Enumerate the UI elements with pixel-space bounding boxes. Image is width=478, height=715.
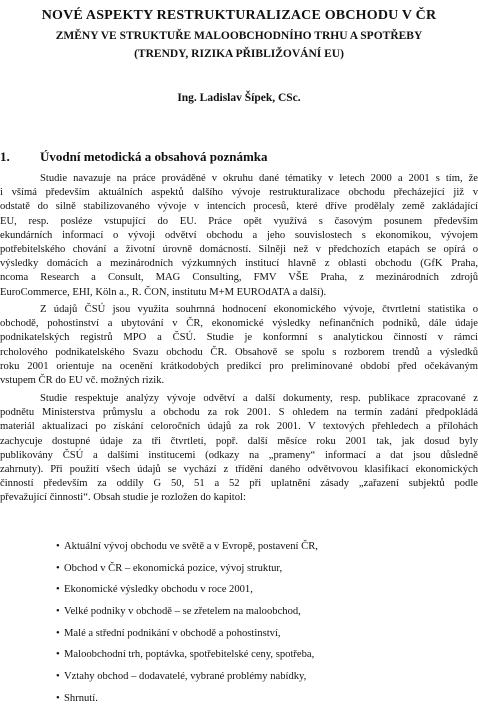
chapter-label: Velké podniky v obchodě – se zřetelem na maloobchod, [64, 606, 301, 618]
chapter-label: Shrnutí. [64, 692, 98, 704]
text-line: převažující činnosti“. Obsah studie je rozložen do kapitol: [0, 492, 246, 504]
text-line: Studie navazuje na práce prováděné v okruhu dané tématiky v letech 2000 a 2001 s tím, že [40, 173, 478, 184]
author: Ing. Ladislav Šípek, CSc. [177, 92, 301, 104]
list-item [56, 649, 318, 671]
text-line: EU, resp. posléze vstupující do EU. Práce opět využívá s časovým posunem především [0, 215, 478, 227]
paragraph-2 [0, 303, 478, 388]
list-item [56, 541, 318, 563]
text-line: ekundárních informací o vývoji odvětví obchodu a jeho souvislostech s ekonomikou, vývojem [0, 229, 478, 241]
list-item [56, 563, 318, 585]
text-line: roku 2001 orientuje na ocenění krátkodobých predikcí pro preliminované období před očekávaným [0, 360, 478, 372]
bullet-icon: • [56, 562, 60, 574]
text-line: Studie respektuje analýzy vývoje odvětví a další dokumenty, resp. publikace zpracované z [40, 393, 478, 404]
list-item [56, 671, 318, 693]
text-line: obchodě, pohostinství a ubytování v ČR, ekonomické výsledky nefinančních podniků, dále údaje [0, 318, 478, 330]
document-title-line-3: (TRENDY, RIZIKA PŘIBLIŽOVÁNÍ EU) [134, 48, 344, 60]
text-line: činností především za oddíly G 50, 51 a 52 při uplatnění zásady „zařazení subjektů podle [0, 478, 478, 490]
document-title-line-2: ZMĚNY VE STRUKTUŘE MALOOBCHODNÍHO TRHU A SPOTŘEBY [55, 30, 423, 42]
bullet-icon: • [56, 671, 60, 683]
paragraph-3 [0, 392, 478, 506]
text-line: materiál aktualizaci po získání celoročních údajů za rok 2001. V textových přehledech a přílohách [0, 421, 478, 433]
text-line: zahrnuty). Při použití všech údajů se vychází z třídění daného odvětvovou klasifikací ekonomických [0, 463, 478, 475]
chapter-label: Malé a střední podnikání v obchodě a pohostinství, [64, 627, 281, 639]
text-line: podnikatelských registrů MPO a ČSÚ. Studie je konformní s analytickou činností v rámci [0, 332, 478, 344]
text-line: publikovány ČSÚ a dalšími institucemi (odkazy na „prameny“ informací a dat jsou důsledně [0, 449, 478, 461]
section-number: 1. [0, 149, 10, 164]
list-item [56, 693, 318, 715]
bullet-icon: • [56, 541, 60, 552]
text-line: potřebitelského chování a životní úrovně domácností. Silněji než v předchozích etapách se opírá o [0, 243, 478, 255]
list-item [56, 584, 318, 606]
text-line: Z údajů ČSÚ jsou využita souhrnná hodnocení ekonomického vývoje, čtvrtletní statistika o [40, 304, 478, 315]
chapter-label: Ekonomické výsledky obchodu v roce 2001, [64, 584, 253, 596]
paragraph-1 [0, 172, 478, 300]
text-line: i všímá především aktuálních aspektů dalšího vývoje restrukturalizace obchodu přecházející již v [0, 187, 478, 199]
text-line: vstupem ČR do EU vč. možných rizik. [0, 374, 165, 386]
chapter-label: Obchod v ČR – ekonomická pozice, vývoj struktur, [64, 562, 283, 574]
bullet-icon: • [56, 692, 60, 704]
text-line: podnětu Ministerstva průmyslu a obchodu za rok 2001. S ohledem na termín zadání předpokládá [0, 407, 478, 419]
chapter-label: Maloobchodní trh, poptávka, spotřebitelské ceny, spotřeba, [64, 649, 315, 661]
text-line: odstatě do silně stabilizovaného vývoje v intencích procesů, které dříve prodělaly země zakládající [0, 201, 478, 213]
list-item [56, 628, 318, 650]
bullet-icon: • [56, 627, 60, 639]
chapter-label: Vztahy obchod – dodavatelé, vybrané problémy nabídky, [64, 671, 307, 683]
chapter-list [56, 541, 318, 715]
list-item [56, 606, 318, 628]
bullet-icon: • [56, 584, 60, 596]
text-line: ncoma Research a Consult, MAG Consulting, FMV VŠE Praha, z mezinárodních zdrojů [0, 272, 478, 284]
text-line: zachycuje dostupné údaje za tři čtvrtletí, popř. další měsíce roku 2001 tak, jak dosud byly [0, 435, 478, 447]
section-title: Úvodní metodická a obsahová poznámka [40, 149, 268, 164]
text-line: EuroCommerce, EHI, Köln a., R. ČON, institutu M+M EUROdATA a další). [0, 286, 327, 298]
text-line: rcholového podnikatelského Svazu obchodu ČR. Obsahově se spolu s rozborem trendů a výsledků [0, 346, 478, 358]
text-line: výsledky domácích a mezinárodních výzkumných institucí hlavně z oblasti obchodu (GfK Praha, [0, 258, 478, 270]
document-title-line-1: NOVÉ ASPEKTY RESTRUKTURALIZACE OBCHODU V ČR [41, 8, 437, 23]
bullet-icon: • [56, 649, 60, 661]
chapter-label: Aktuální vývoj obchodu ve světě a v Evropě, postavení ČR, [64, 541, 318, 552]
bullet-icon: • [56, 606, 60, 618]
